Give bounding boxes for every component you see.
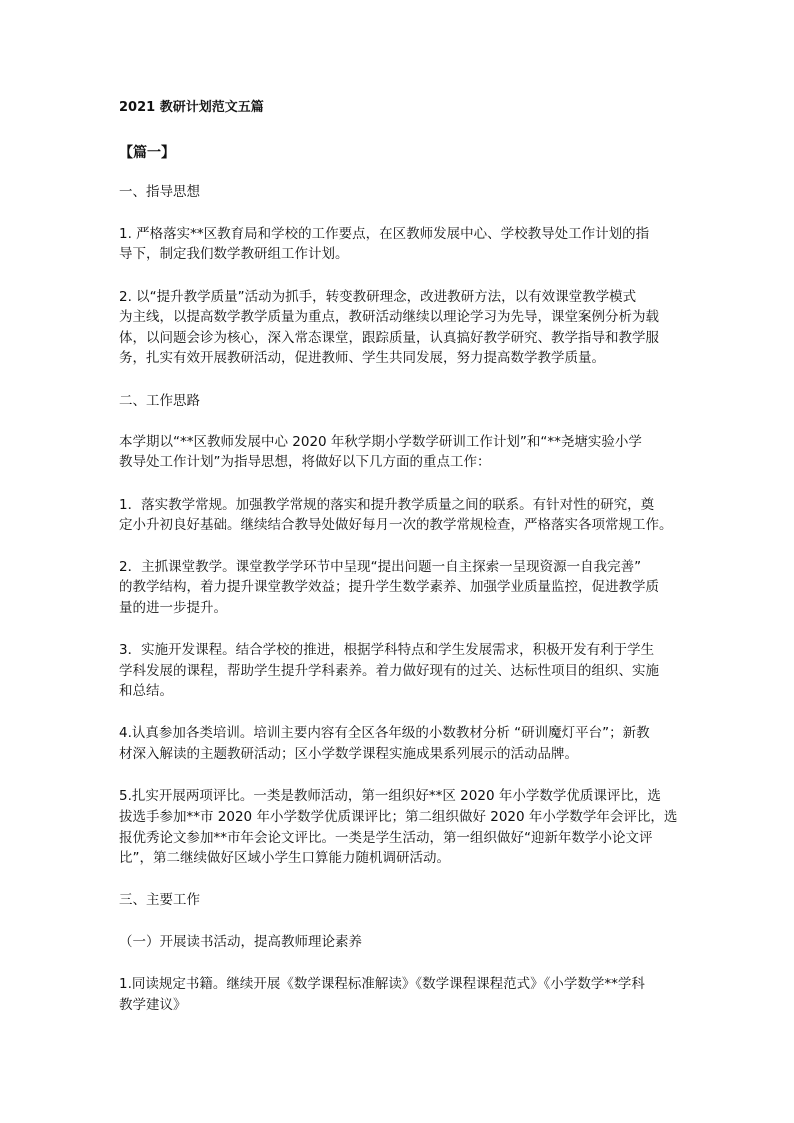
paragraph-line: 务，扎实有效开展教研活动，促进教师、学生共同发展，努力提高数学教学质量。: [119, 350, 605, 366]
paragraph-line: 比”，第二继续做好区域小学生口算能力随机调研活动。: [119, 850, 450, 866]
paragraph-line: 报优秀论文参加**市年会论文评比。一类是学生活动，第一组织做好“迎新年数学小论文评: [119, 830, 653, 846]
paragraph-line: 拔选手参加**市 2020 年小学数学优质课评比；第二组织做好 2020 年小学数学年会评比，选: [119, 809, 678, 825]
paragraph-line: 本学期以“**区教师发展中心 2020 年秋学期小学数学研训工作计划”和“**尧塘实验小学: [119, 434, 642, 450]
paragraph-line: 材深入解读的主题教研活动；区小学数学课程实施成果系列展示的活动品牌。: [119, 746, 578, 762]
paragraph-line: 定小升初良好基础。继续结合教导处做好每月一次的教学常规检查，严格落实各项常规工作。: [119, 517, 673, 533]
paragraph-line: 量的进一步提升。: [119, 600, 227, 616]
paragraph-line: 1．落实教学常规。加强教学常规的落实和提升教学质量之间的联系。有针对性的研究，奠: [119, 497, 655, 513]
paragraph-line: 1. 严格落实**区教育局和学校的工作要点，在区教师发展中心、学校教导处工作计划的指: [119, 226, 650, 242]
section-heading: 二、工作思路: [119, 393, 200, 409]
paragraph-line: 4.认真参加各类培训。培训主要内容有全区各年级的小数教材分析 “研训魔灯平台”；新教: [119, 725, 650, 741]
section-heading: 三、主要工作: [119, 892, 200, 908]
paragraph-line: 3．实施开发课程。结合学校的推进，根据学科特点和学生发展需求，积极开发有利于学生: [119, 642, 655, 658]
paragraph-line: 学科发展的课程，帮助学生提升学科素养。着力做好现有的过关、达标性项目的组织、实施: [119, 663, 659, 679]
part-title: 【篇一】: [119, 145, 175, 161]
paragraph-line: 导下，制定我们数学教研组工作计划。: [119, 246, 349, 262]
paragraph-line: 的教学结构，着力提升课堂教学效益；提升学生数学素养、加强学业质量监控，促进教学质: [119, 579, 659, 595]
paragraph-line: 体，以问题会诊为核心，深入常态课堂，跟踪质量，认真搞好教学研究、教学指导和教学服: [119, 330, 659, 346]
section-heading: 一、指导思想: [119, 184, 200, 200]
paragraph-line: 5.扎实开展两项评比。一类是教师活动，第一组织好**区 2020 年小学数学优质课评比，选: [119, 788, 661, 804]
paragraph-line: 为主线，以提高数学教学质量为重点，教研活动继续以理论学习为先导，课堂案例分析为载: [119, 309, 659, 325]
paragraph-line: 和总结。: [119, 683, 173, 699]
paragraph-line: 2. 以“提升教学质量”活动为抓手，转变教研理念，改进教研方法，以有效课堂教学模式: [119, 289, 637, 305]
paragraph-line: 1.同读规定书籍。继续开展《数学课程标准解读》《数学课程课程范式》《小学数学**学科: [119, 976, 645, 992]
document-title: 2021 教研计划范文五篇: [119, 100, 264, 115]
paragraph-line: 教导处工作计划”为指导思想，将做好以下几方面的重点工作：: [119, 454, 491, 470]
paragraph-line: 教学建议》: [119, 997, 187, 1013]
subsection-heading: （一）开展读书活动，提高教师理论素养: [119, 934, 362, 950]
paragraph-line: 2．主抓课堂教学。课堂教学学环节中呈现“提出问题一自主探索一呈现资源一自我完善”: [119, 559, 642, 575]
